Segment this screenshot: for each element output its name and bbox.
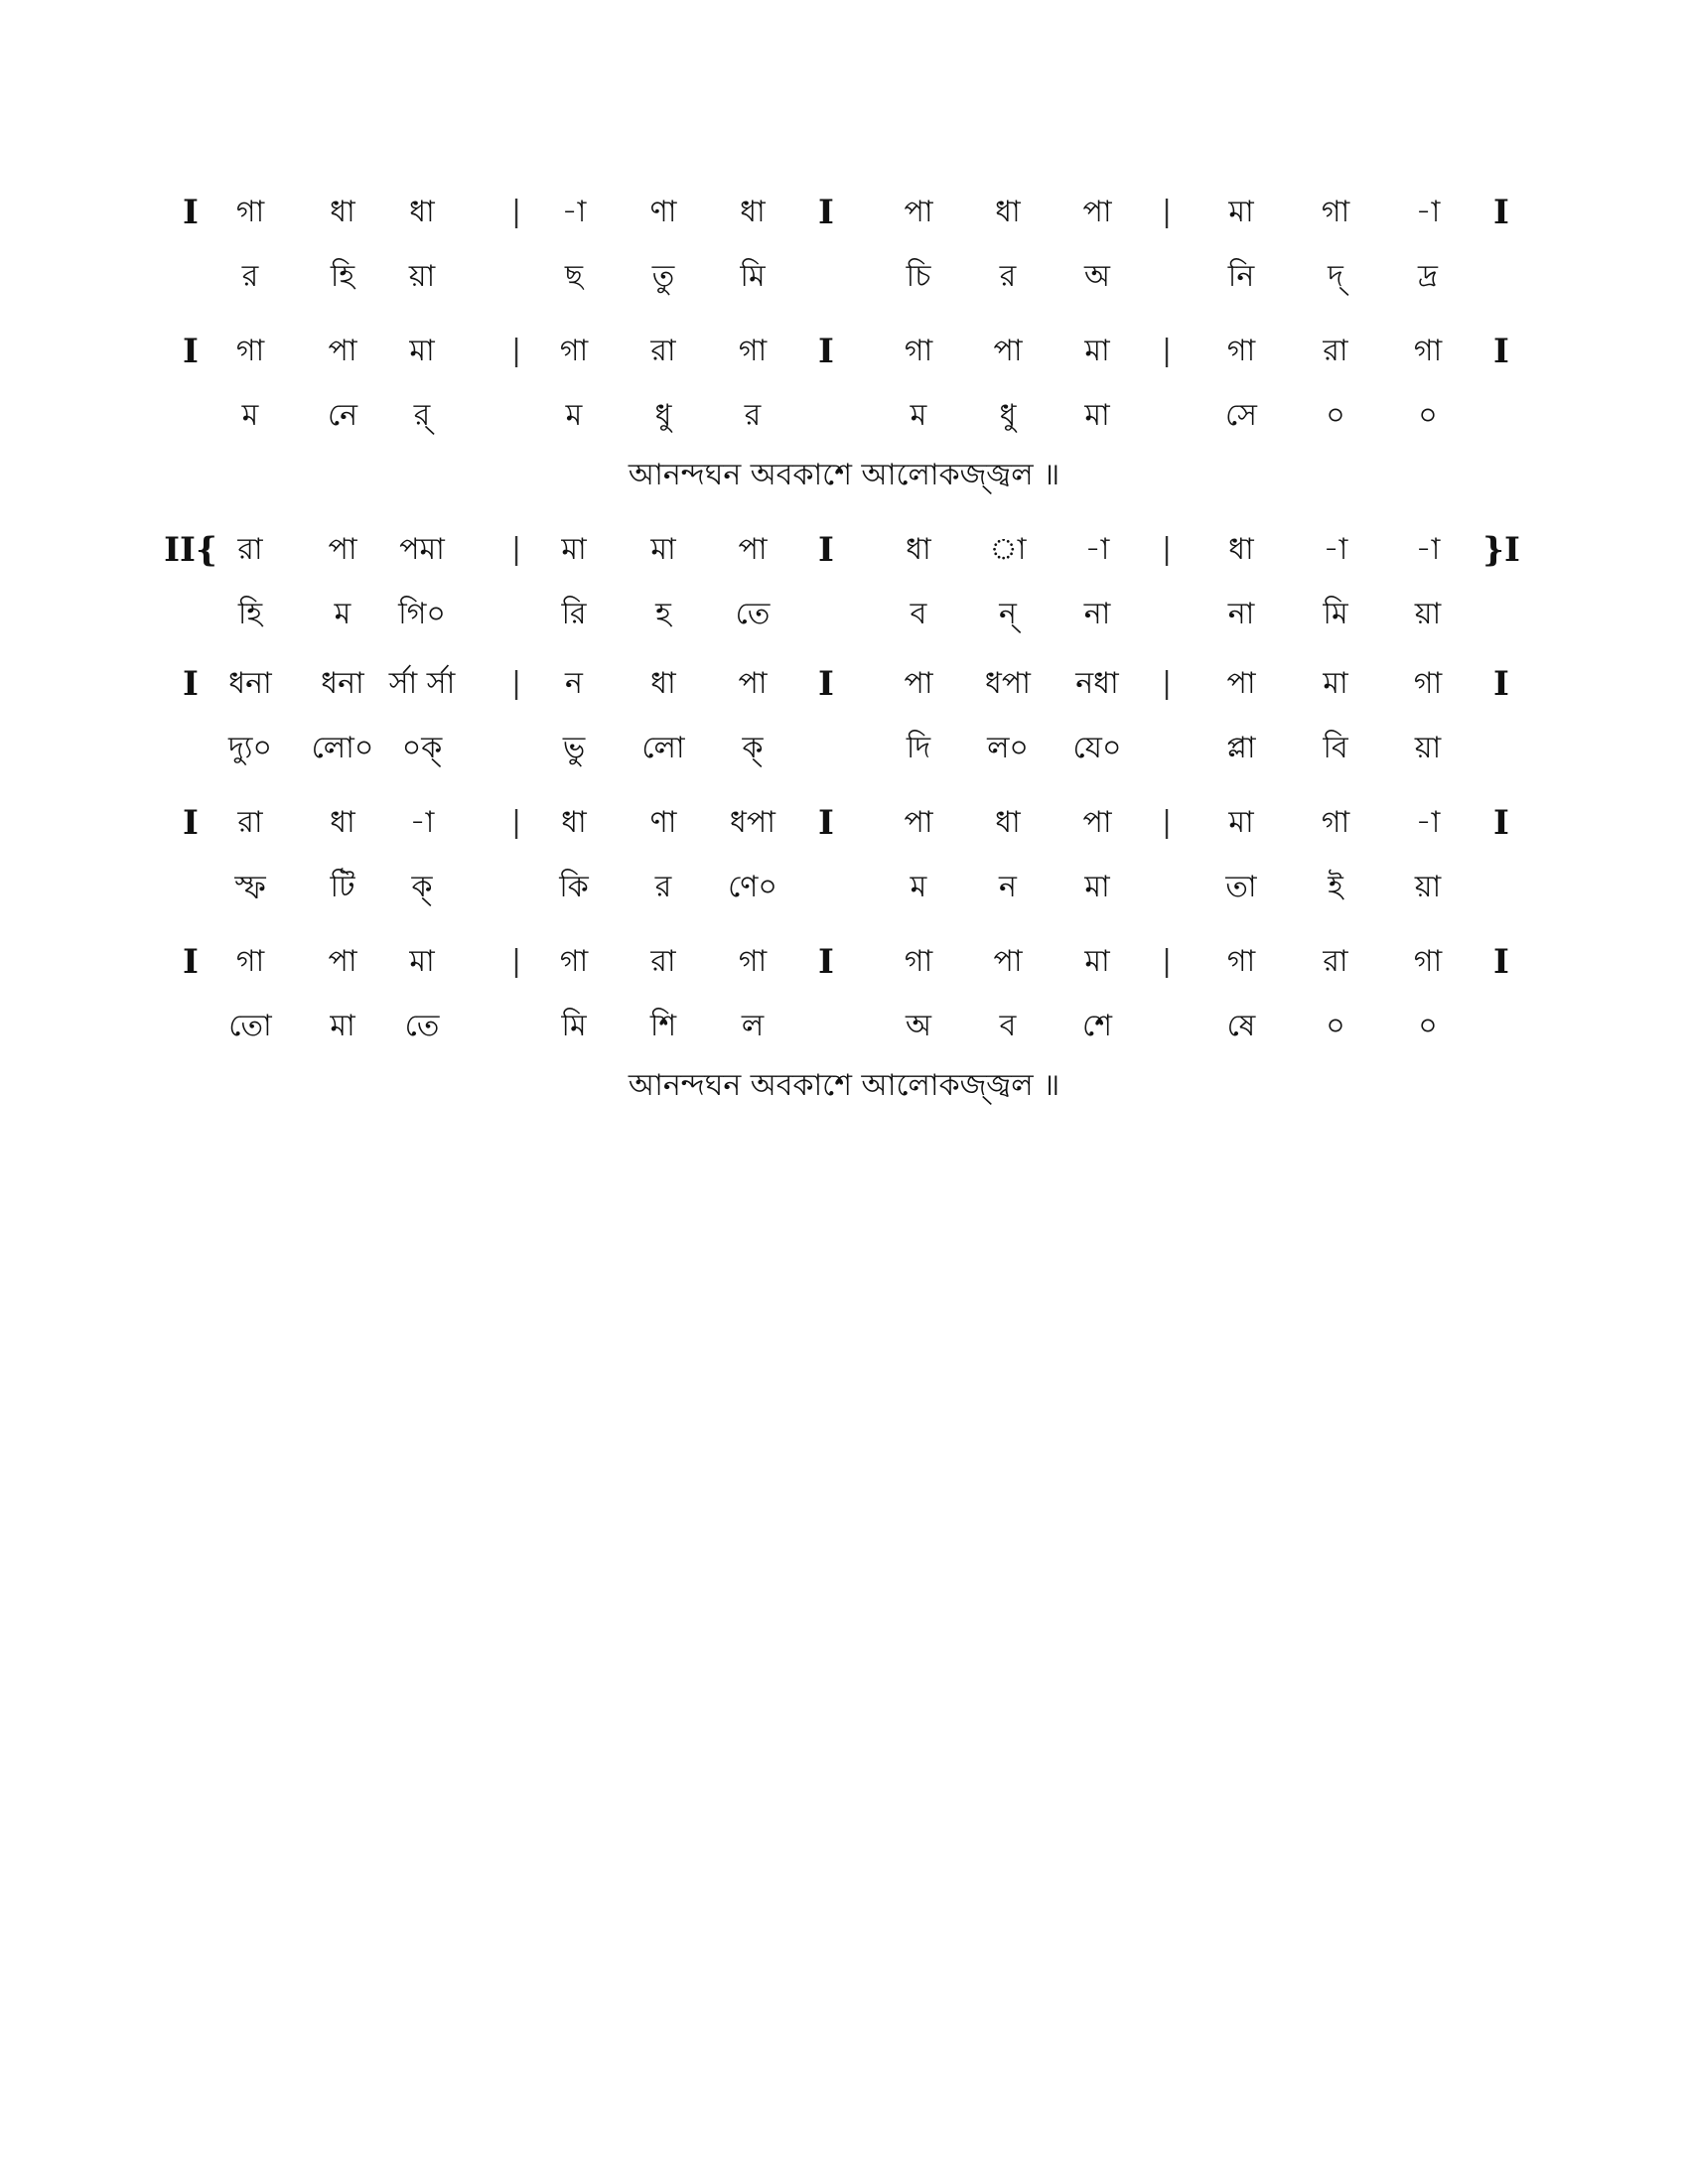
swara-note: ন [565,666,583,701]
lyric-syllable: স্ফ [234,870,266,904]
lyric-syllable: ষে [1226,1009,1256,1043]
swara-note: রা [237,805,263,840]
opening-barline: I [183,332,199,371]
barline: | [1161,666,1173,701]
lyric-syllable: তু [651,259,675,294]
lyric-syllable: নি [1227,259,1255,294]
swara-row [0,328,1688,375]
swara-note: পা [738,532,768,567]
closing-barline: I [1493,332,1509,371]
swara-note: মা [1323,666,1348,701]
swara-note: পা [328,334,357,368]
barline: I [818,332,834,371]
swara-row [0,660,1688,708]
lyric-syllable: ম [910,870,927,904]
swara-note: গা [1413,944,1443,979]
swara-note: রা [650,944,676,979]
swara-note: ণা [649,195,677,229]
lyric-syllable: মা [330,1009,355,1043]
swara-note: পমা [399,532,445,567]
lyric-syllable: ন [999,870,1017,904]
swara-note: ধা [906,532,931,567]
swara-note: গা [1321,195,1350,229]
barline: I [818,664,834,704]
lyric-syllable: র [999,259,1017,294]
swara-note: গা [1321,805,1350,840]
opening-barline: I [183,193,199,232]
lyric-syllable: মি [561,1009,587,1043]
lyric-syllable: ০ [1418,1009,1438,1043]
lyric-syllable: তা [1225,870,1257,904]
swara-note: মা [409,334,435,368]
lyric-syllable: নে [327,398,358,433]
barline: | [510,944,522,979]
barline: | [1161,334,1173,368]
lyric-syllable: তে [404,1009,440,1043]
barline: | [1161,532,1173,567]
swara-note: রা [1323,944,1348,979]
swara-note: -া [1415,195,1441,229]
swara-note: পা [1082,805,1112,840]
swara-note: রা [650,334,676,368]
swara-row [0,189,1688,236]
swara-note: ণা [649,805,677,840]
swara-note: গা [904,334,933,368]
swara-note: ধা [561,805,587,840]
closing-barline: I [1493,803,1509,843]
lyric-syllable: দ্ [1328,259,1343,294]
swara-note: ধা [995,195,1021,229]
swara-note: -া [561,195,587,229]
swara-note: ধা [330,195,355,229]
swara-note: পা [993,944,1023,979]
lyric-syllable: ০ক্ [401,731,443,765]
swara-note: র্সা র্সা [388,666,456,701]
opening-barline: I [183,664,199,704]
opening-barline: I [183,942,199,982]
lyric-syllable: না [1227,597,1255,631]
swara-row [0,938,1688,986]
lyric-row [0,392,1688,440]
lyric-syllable: ম [910,398,927,433]
lyric-syllable: ০ [1326,1009,1345,1043]
lyric-syllable: রি [561,597,587,631]
barline: | [1161,805,1173,840]
lyric-syllable: সে [1225,398,1257,433]
lyric-syllable: ল০ [987,731,1029,765]
lyric-syllable: কি [559,870,589,904]
swara-note: মা [1228,805,1254,840]
lyric-syllable: ক্ [411,870,433,904]
swara-note: মা [561,532,587,567]
lyric-syllable: লো০ [311,731,374,765]
lyric-row [0,591,1688,638]
swara-note: ধপা [730,805,775,840]
lyric-syllable: ০ [1326,398,1345,433]
lyric-syllable: গি০ [398,597,446,631]
swara-note: মা [1084,334,1110,368]
lyric-syllable: ণে০ [728,870,777,904]
lyric-syllable: মি [1323,597,1348,631]
lyric-syllable: দ্র [1418,259,1438,294]
swara-note: গা [235,195,265,229]
swara-note: ধা [650,666,676,701]
swara-note: ধনা [321,666,364,701]
swara-note: গা [1413,334,1443,368]
lyric-syllable: ম [334,597,352,631]
barline: I [818,193,834,232]
lyric-syllable: য়া [1414,731,1442,765]
swara-note: ধা [409,195,435,229]
lyric-syllable: শি [649,1009,677,1043]
swara-note: মা [409,944,435,979]
lyric-syllable: দি [906,731,931,765]
lyric-syllable: মা [1084,870,1110,904]
swara-note: পা [993,334,1023,368]
swara-note: গা [559,334,589,368]
swara-note: গা [904,944,933,979]
swara-note: গা [559,944,589,979]
closing-barline: I [1493,664,1509,704]
lyric-syllable: তে [735,597,771,631]
lyric-syllable: টি [330,870,355,904]
lyric-syllable: ক্ [742,731,764,765]
barline: | [1161,944,1173,979]
lyric-syllable: অ [906,1009,931,1043]
lyric-syllable: হি [237,597,263,631]
lyric-syllable: র [654,870,672,904]
lyric-syllable: ই [1328,870,1343,904]
swara-note: া [989,532,1027,567]
lyric-syllable: ব [999,1009,1017,1043]
barline: I [818,530,834,570]
swara-note: গা [235,334,265,368]
lyric-syllable: লো [641,731,685,765]
swara-note: -া [1323,532,1348,567]
barline: | [1161,195,1173,229]
swara-note: -া [1084,532,1110,567]
swara-note: পা [328,944,357,979]
swara-note: ধা [740,195,766,229]
barline: | [510,334,522,368]
lyric-syllable: ম [241,398,259,433]
swara-row [0,526,1688,574]
barline: | [510,195,522,229]
swara-note: ধনা [228,666,272,701]
swara-note: -া [1415,532,1441,567]
swara-row [0,799,1688,847]
lyric-syllable: চি [906,259,931,294]
closing-barline: I [1493,942,1509,982]
lyric-syllable: হ [655,597,671,631]
swara-note: মা [650,532,676,567]
barline: I [818,942,834,982]
barline: | [510,666,522,701]
lyric-row [0,253,1688,301]
lyric-syllable: য়া [408,259,436,294]
swara-note: গা [738,334,768,368]
refrain-line: আনন্দঘন অবকাশে আলোকজ্জ্বল ॥ [628,1068,1060,1103]
barline: | [510,805,522,840]
lyric-syllable: ধু [654,398,672,433]
swara-note: রা [237,532,263,567]
lyric-syllable: য়া [1414,597,1442,631]
swara-note: পা [904,666,933,701]
lyric-syllable: ম [565,398,583,433]
closing-barline: }I [1482,530,1520,570]
lyric-syllable: দ্যু০ [228,731,272,765]
lyric-syllable: তো [228,1009,272,1043]
swara-note: -া [1415,805,1441,840]
lyric-syllable: না [1083,597,1111,631]
swara-note: পা [904,805,933,840]
lyric-syllable: মা [1084,398,1110,433]
lyric-syllable: ০ [1418,398,1438,433]
swara-note: গা [1413,666,1443,701]
lyric-syllable: র [744,398,762,433]
lyric-syllable: অ [1084,259,1110,294]
swara-note: পা [328,532,357,567]
lyric-syllable: র্ [413,398,431,433]
swara-note: ধপা [985,666,1031,701]
lyric-syllable: শে [1082,1009,1112,1043]
swara-note: ধা [995,805,1021,840]
lyric-syllable: বি [1323,731,1348,765]
lyric-row [0,1003,1688,1050]
swara-note: গা [1226,944,1256,979]
lyric-syllable: হি [330,259,355,294]
barline: I [818,803,834,843]
swara-note: পা [904,195,933,229]
lyric-row [0,864,1688,911]
swara-note: ধা [1228,532,1254,567]
lyric-row [0,725,1688,772]
swara-note: গা [738,944,768,979]
swara-note: মা [1228,195,1254,229]
swara-note: নধা [1075,666,1119,701]
opening-barline: II{ [164,530,217,570]
swara-note: পা [738,666,768,701]
barline: | [510,532,522,567]
lyric-syllable: যে০ [1072,731,1122,765]
swara-note: ধা [330,805,355,840]
swara-note: মা [1084,944,1110,979]
opening-barline: I [183,803,199,843]
lyric-syllable: মি [740,259,766,294]
lyric-syllable: য়া [1414,870,1442,904]
swara-note: গা [1226,334,1256,368]
lyric-syllable: ভু [562,731,586,765]
lyric-syllable: ব [910,597,927,631]
swara-note: রা [1323,334,1348,368]
swara-note: -া [409,805,435,840]
lyric-syllable: ছ [564,259,584,294]
refrain-line: আনন্দঘন অবকাশে আলোকজ্জ্বল ॥ [628,458,1060,492]
lyric-syllable: ন্ [999,597,1017,631]
swara-note: পা [1082,195,1112,229]
lyric-syllable: র [241,259,259,294]
lyric-syllable: ধু [999,398,1017,433]
closing-barline: I [1493,193,1509,232]
swara-note: পা [1226,666,1256,701]
swara-note: গা [235,944,265,979]
lyric-syllable: প্লা [1226,731,1256,765]
lyric-syllable: ল [741,1009,765,1043]
